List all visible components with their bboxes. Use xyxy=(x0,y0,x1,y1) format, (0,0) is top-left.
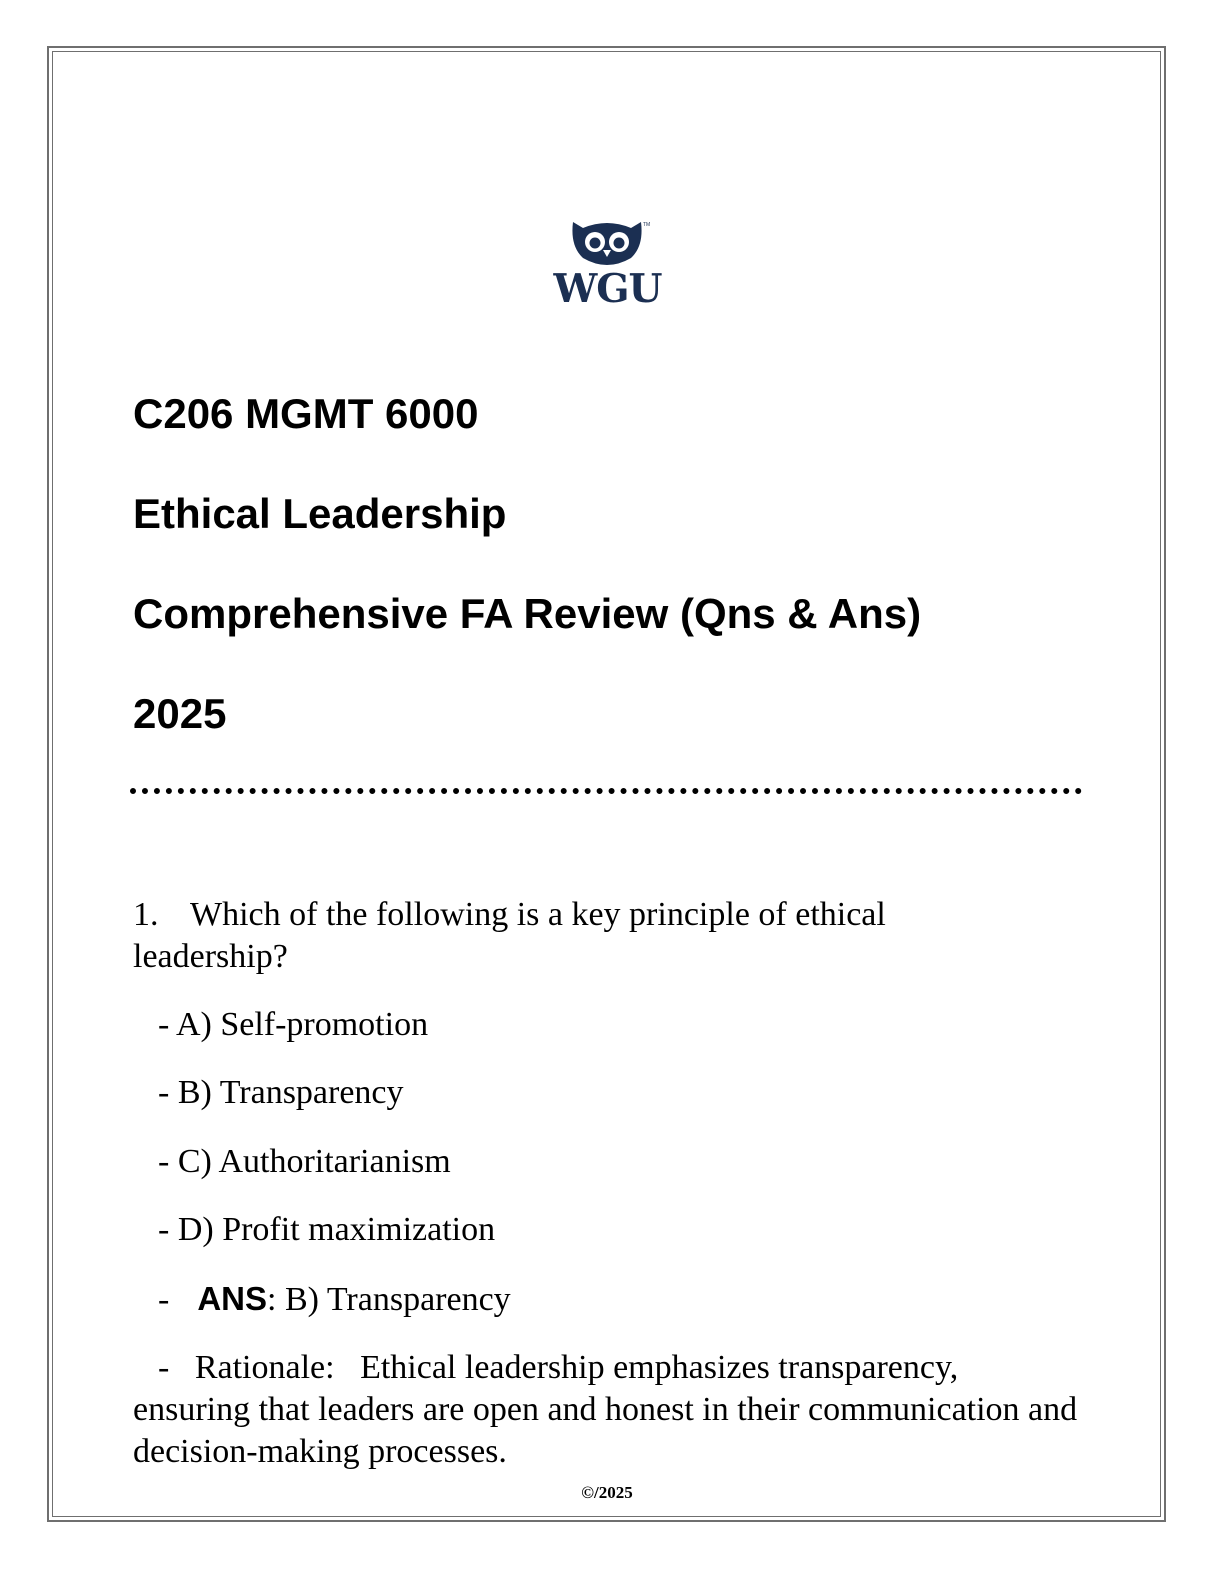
option-b: - B) Transparency xyxy=(158,1074,404,1111)
answer-label: ANS xyxy=(197,1280,268,1317)
logo-wordmark: WGU xyxy=(553,266,662,312)
rationale-paragraph xyxy=(133,1347,1083,1473)
question-stem xyxy=(133,894,1033,978)
owl-icon xyxy=(545,212,670,272)
rationale-text: Ethical leadership emphasizes transparency, ensuring that leaders are open and honest in their communication and decision-making processes. xyxy=(133,1349,1078,1470)
option-d: - D) Profit maximization xyxy=(158,1211,496,1248)
footer-copyright: ©/2025 xyxy=(581,1483,633,1502)
question-number: 1. xyxy=(133,896,159,933)
option-c: - C) Authoritarianism xyxy=(158,1143,451,1180)
question-text: Which of the following is a key principle of ethical leadership? xyxy=(133,896,886,975)
svg-text:TM: TM xyxy=(643,222,651,228)
review-title: Comprehensive FA Review (Qns & Ans) xyxy=(133,590,922,637)
dotted-divider xyxy=(130,788,1082,794)
course-subject: Ethical Leadership xyxy=(133,490,507,537)
course-code: C206 MGMT 6000 xyxy=(133,390,479,437)
rationale-label: Rationale: xyxy=(194,1349,335,1386)
answer-line xyxy=(158,1278,511,1321)
wgu-logo xyxy=(545,212,670,322)
rationale-dash: - xyxy=(158,1349,170,1386)
option-a: - A) Self-promotion xyxy=(158,1006,429,1043)
year-label: 2025 xyxy=(133,690,227,737)
answer-text: : B) Transparency xyxy=(267,1281,511,1318)
answer-dash: - xyxy=(158,1281,170,1318)
